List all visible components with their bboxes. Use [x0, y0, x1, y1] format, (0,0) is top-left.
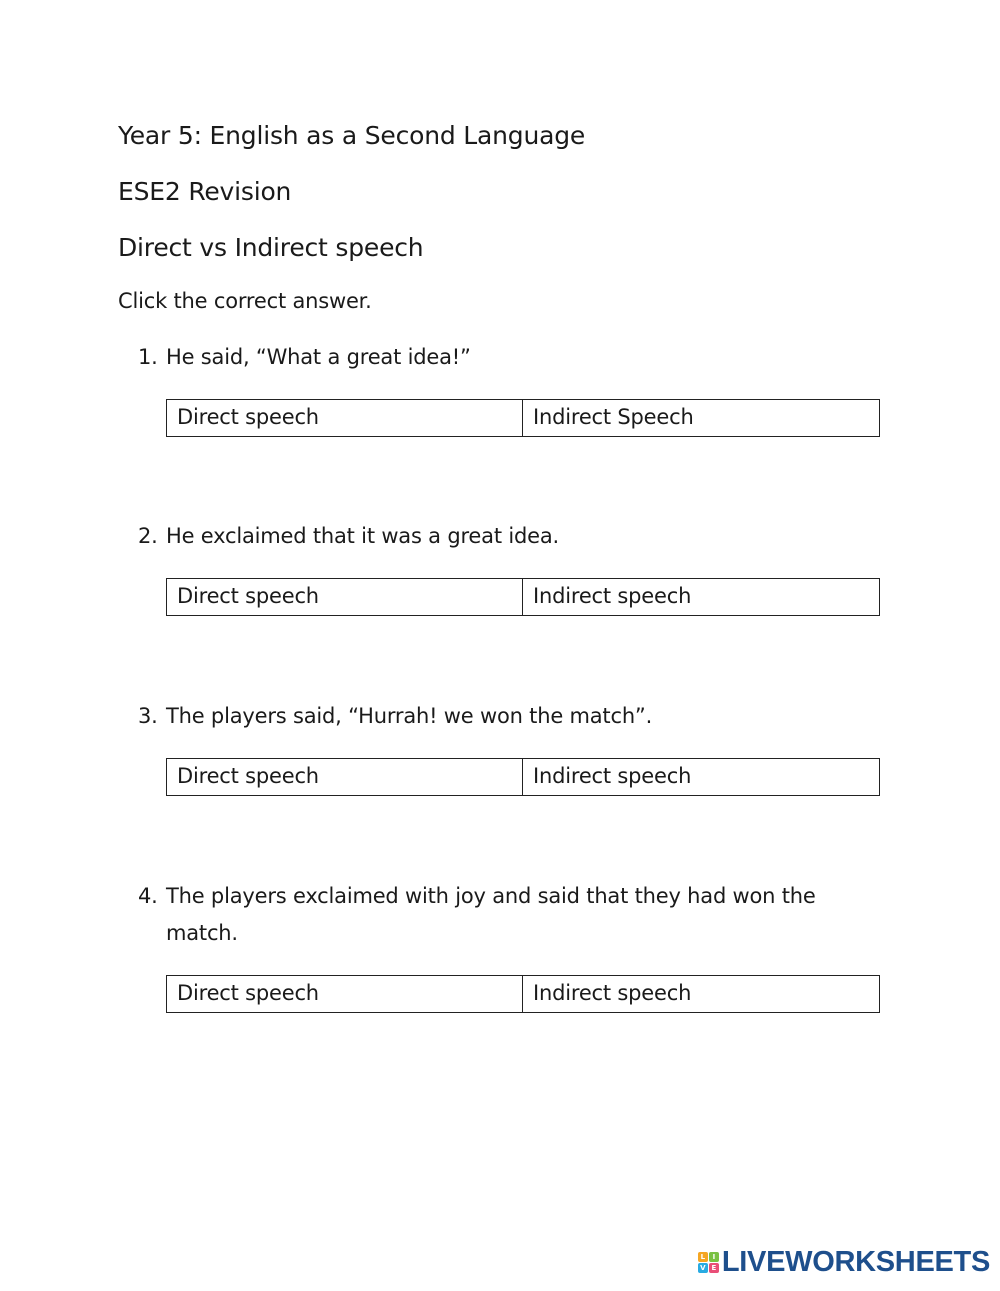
- option-indirect-speech[interactable]: Indirect Speech: [533, 405, 694, 429]
- worksheet-title-line1: Year 5: English as a Second Language: [118, 121, 586, 150]
- question-text: He exclaimed that it was a great idea.: [166, 524, 559, 548]
- question-number: 1.: [138, 345, 158, 369]
- answer-table-2: [166, 578, 880, 616]
- worksheet-title-line3: Direct vs Indirect speech: [118, 233, 424, 262]
- option-indirect-speech[interactable]: Indirect speech: [533, 764, 692, 788]
- question-number: 4.: [138, 884, 158, 908]
- question-text: The players exclaimed with joy and said that they had won the match.: [166, 884, 816, 945]
- instruction-text: Click the correct answer.: [118, 289, 372, 313]
- logo-text: LIVEWORKSHEETS: [721, 1245, 990, 1278]
- question-text: He said, “What a great idea!”: [166, 345, 471, 369]
- liveworksheets-logo: [698, 1247, 990, 1277]
- option-indirect-speech[interactable]: Indirect speech: [533, 981, 692, 1005]
- option-direct-speech[interactable]: Direct speech: [167, 976, 523, 1012]
- answer-table-3: [166, 758, 880, 796]
- answer-table-4: [166, 975, 880, 1013]
- logo-block-e: E: [709, 1263, 719, 1273]
- option-direct-speech[interactable]: Direct speech: [167, 759, 523, 795]
- logo-blocks-icon: [698, 1252, 719, 1273]
- logo-block-i: I: [709, 1252, 719, 1262]
- logo-block-v: V: [698, 1263, 708, 1273]
- answer-table-1: [166, 399, 880, 437]
- question-number: 3.: [138, 704, 158, 728]
- question-number: 2.: [138, 524, 158, 548]
- option-direct-speech[interactable]: Direct speech: [167, 579, 523, 615]
- worksheet-title-line2: ESE2 Revision: [118, 177, 292, 206]
- option-indirect-speech[interactable]: Indirect speech: [533, 584, 692, 608]
- question-text: The players said, “Hurrah! we won the match”.: [166, 704, 653, 728]
- logo-block-l: L: [698, 1252, 708, 1262]
- option-direct-speech[interactable]: Direct speech: [167, 400, 523, 436]
